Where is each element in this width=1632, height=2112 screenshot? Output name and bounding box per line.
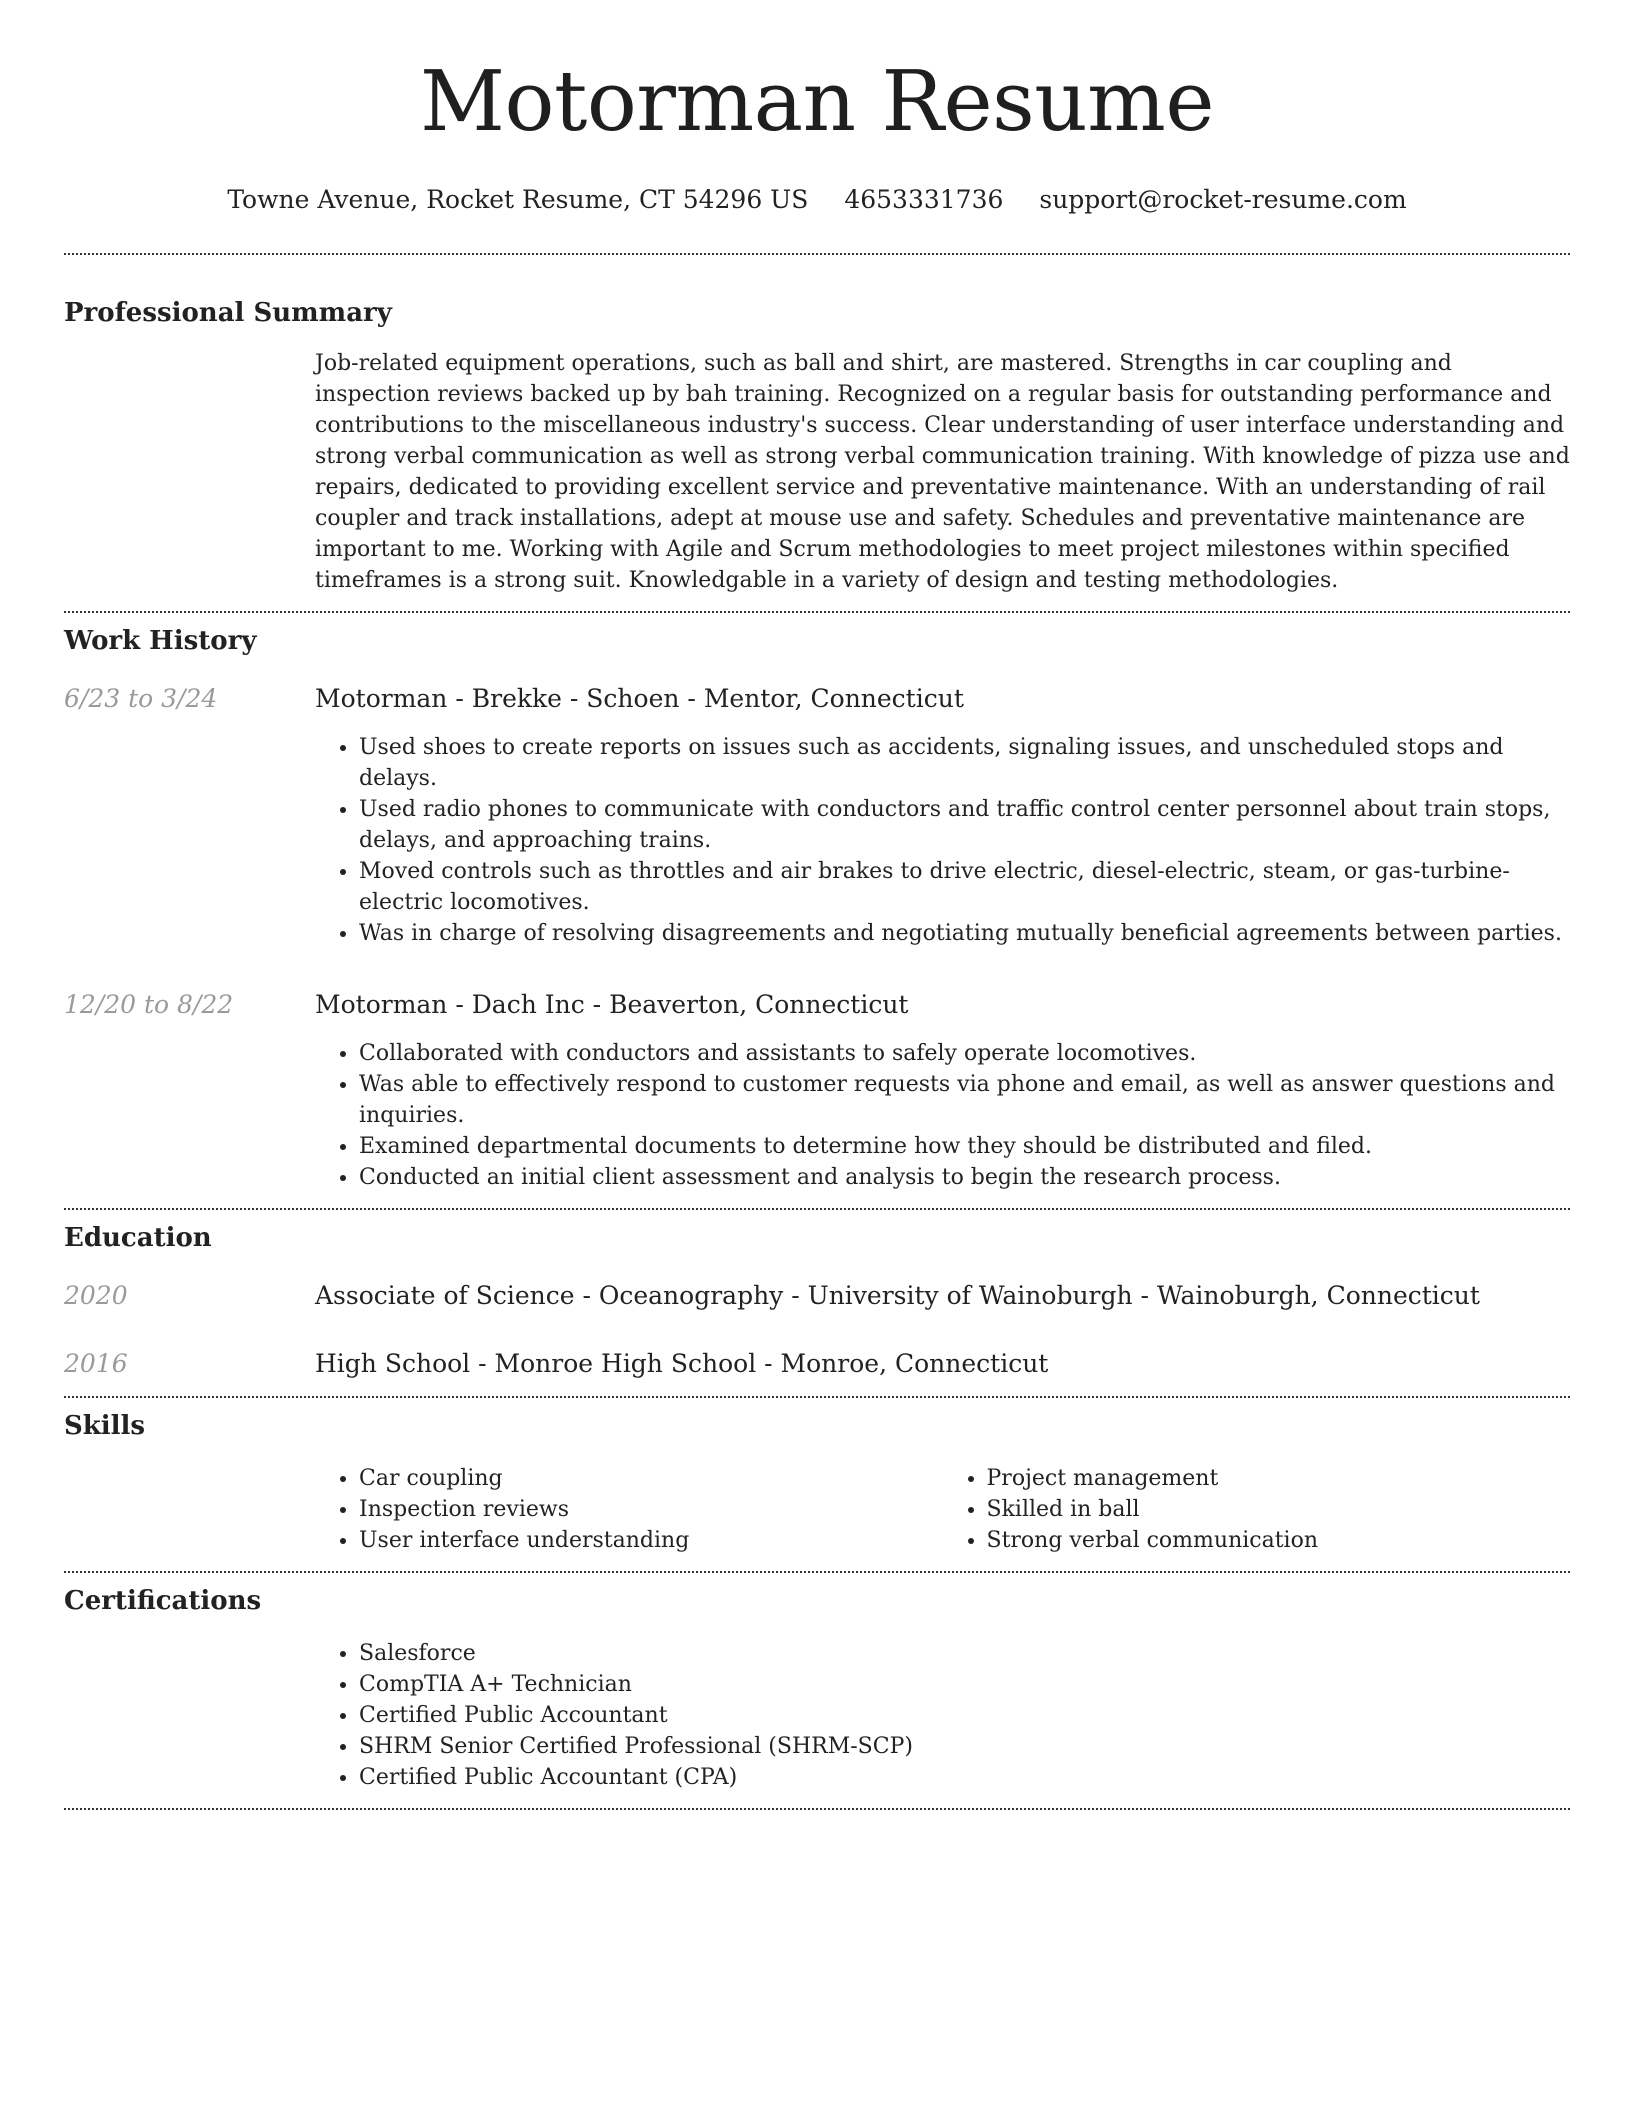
certification-item: • Certified Public Accountant (CPA) [359, 1762, 1570, 1793]
divider [64, 1808, 1570, 1810]
job-bullet: • Examined departmental documents to determine how they should be distributed and filed. [359, 1131, 1570, 1162]
skill-item: • User interface understanding [359, 1525, 943, 1556]
education-text: Associate of Science - Oceanography - University of Wainoburgh - Wainoburgh, Connecticut [315, 1281, 1480, 1310]
job-dates: 12/20 to 8/22 [64, 990, 234, 1019]
job-bullet: • Moved controls such as throttles and air brakes to drive electric, diesel-electric, steam, or gas-turbine-electric locomotives. [359, 856, 1570, 918]
job-title: Motorman - Brekke - Schoen - Mentor, Connecticut [315, 684, 964, 713]
skill-item: • Skilled in ball [987, 1494, 1571, 1525]
job-bullets [315, 1038, 1570, 1193]
skill-item: • Strong verbal communication [987, 1525, 1571, 1556]
section-heading-work-history: Work History [64, 626, 257, 656]
skill-item: • Inspection reviews [359, 1494, 943, 1525]
certification-item: • Certified Public Accountant [359, 1700, 1570, 1731]
job-bullets [315, 732, 1570, 949]
summary-text: Job-related equipment operations, such as ball and shirt, are mastered. Strengths in car coupling and inspection reviews backed up by bah training. Recognized on a regular basis for outstanding performance and contributions to the miscellaneous industry's success. Clear understanding of user interface understanding and strong verbal communication as well as strong verbal communication training. With knowledge of pizza use and repairs, dedicated to providing excellent service and preventative maintenance. With an understanding of rail coupler and track installations, adept at mouse use and safety. Schedules and preventative maintenance are important to me. Working with Agile and Scrum methodologies to meet project milestones within specified timeframes is a strong suit. Knowledgable in a variety of design and testing methodologies. [315, 351, 1570, 593]
email-text: support@rocket-resume.com [1039, 185, 1407, 214]
education-text: High School - Monroe High School - Monroe, Connecticut [315, 1349, 1049, 1378]
resume-title: Motorman Resume [420, 53, 1214, 150]
education-entry [64, 1279, 1570, 1313]
phone-text: 4653331736 [844, 185, 1004, 214]
certifications-list [315, 1638, 1570, 1793]
skills-list-right [943, 1463, 1571, 1556]
job-entry [64, 988, 1570, 1193]
skills-section [64, 1409, 1570, 1556]
divider [64, 611, 1570, 613]
job-bullet: • Used radio phones to communicate with conductors and traffic control center personnel about train stops, delays, and approaching trains. [359, 794, 1570, 856]
divider [64, 1571, 1570, 1573]
section-heading-certifications: Certifications [64, 1586, 262, 1616]
section-heading-education: Education [64, 1223, 212, 1253]
education-year: 2016 [64, 1349, 128, 1378]
skill-item: • Car coupling [359, 1463, 943, 1494]
job-bullet: • Was able to effectively respond to customer requests via phone and email, as well as answer questions and inquiries. [359, 1069, 1570, 1131]
education-entry [64, 1347, 1570, 1381]
education-section [64, 1221, 1570, 1381]
job-bullet: • Used shoes to create reports on issues such as accidents, signaling issues, and unscheduled stops and delays. [359, 732, 1570, 794]
job-title: Motorman - Dach Inc - Beaverton, Connecticut [315, 990, 909, 1019]
skill-item: • Project management [987, 1463, 1571, 1494]
certification-item: • Salesforce [359, 1638, 1570, 1669]
address-text: Towne Avenue, Rocket Resume, CT 54296 US [227, 185, 809, 214]
section-heading-skills: Skills [64, 1411, 146, 1441]
job-bullet: • Conducted an initial client assessment and analysis to begin the research process. [359, 1162, 1570, 1193]
divider [64, 1396, 1570, 1398]
skills-list-left [315, 1463, 943, 1556]
certification-item: • SHRM Senior Certified Professional (SHRM-SCP) [359, 1731, 1570, 1762]
divider [64, 1208, 1570, 1210]
resume-page [64, 0, 1570, 1810]
summary-section [64, 296, 1570, 596]
section-heading-summary: Professional Summary [64, 298, 392, 328]
divider [64, 253, 1570, 255]
job-dates: 6/23 to 3/24 [64, 684, 218, 713]
certifications-section [64, 1584, 1570, 1793]
education-year: 2020 [64, 1281, 128, 1310]
contact-line [64, 184, 1570, 216]
work-history-section [64, 624, 1570, 1193]
job-bullet: • Collaborated with conductors and assistants to safely operate locomotives. [359, 1038, 1570, 1069]
job-bullet: • Was in charge of resolving disagreements and negotiating mutually beneficial agreements between parties. [359, 918, 1570, 949]
certification-item: • CompTIA A+ Technician [359, 1669, 1570, 1700]
job-entry [64, 682, 1570, 949]
